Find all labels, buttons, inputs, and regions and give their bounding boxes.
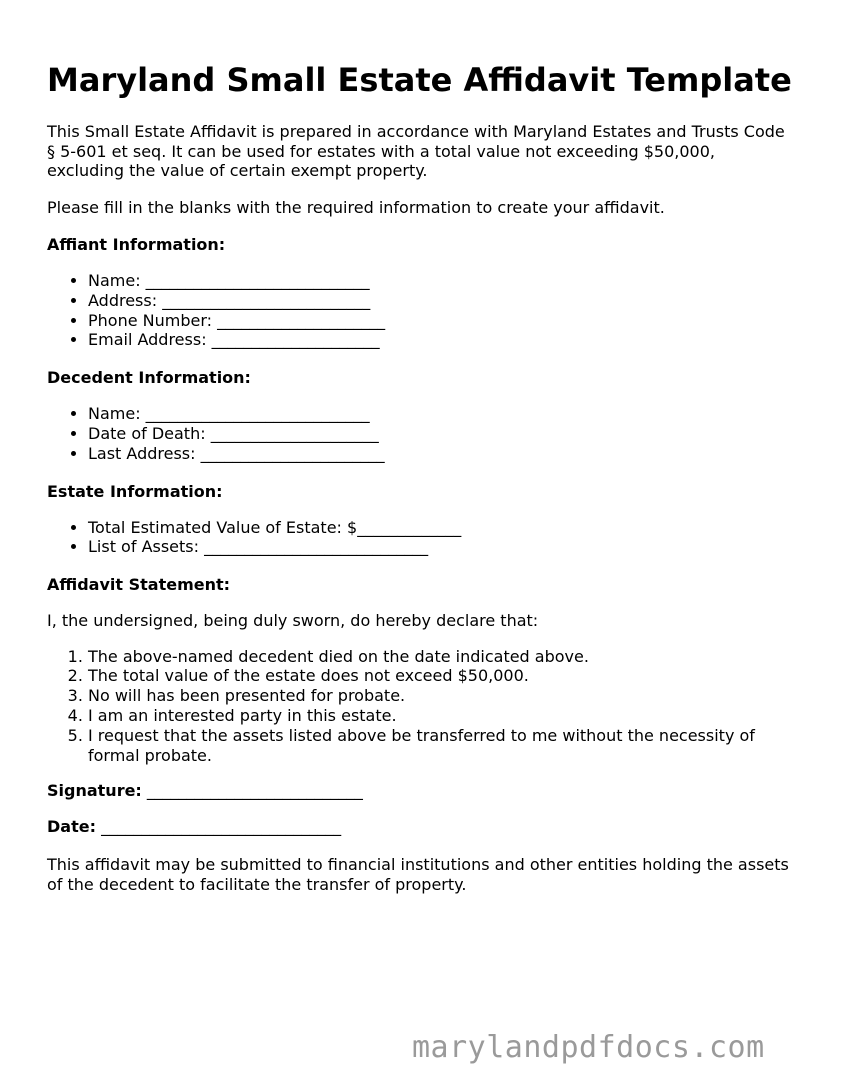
closing-paragraph: This affidavit may be submitted to financial institutions and other entities holding the assets of the decedent to facilitate the transfer of property. [47, 855, 789, 894]
statement-heading: Affidavit Statement: [47, 575, 231, 595]
estate-value-field: • Total Estimated Value of Estate: $_____________ [88, 518, 797, 538]
affiant-email-field: • Email Address: _____________________ [88, 330, 797, 350]
statement-item: 1. The above-named decedent died on the date indicated above. [88, 647, 797, 667]
decedent-death-date-field: • Date of Death: _____________________ [88, 424, 797, 444]
decedent-heading: Decedent Information: [47, 368, 251, 388]
affiant-list [47, 271, 797, 350]
estate-assets-field: • List of Assets: ____________________________ [88, 537, 797, 557]
signature-blank: ___________________________ [141, 781, 363, 801]
affiant-address-field: • Address: __________________________ [88, 291, 797, 311]
estate-list [47, 518, 797, 558]
date-blank: ______________________________ [95, 817, 342, 837]
statement-item: 4. I am an interested party in this estate. [88, 706, 797, 726]
statement-list [47, 647, 797, 766]
affiant-phone-field: • Phone Number: _____________________ [88, 311, 797, 331]
signature-label: Signature: [47, 781, 142, 801]
affiant-heading: Affiant Information: [47, 235, 226, 254]
statement-item: 2. The total value of the estate does not exceed $50,000. [88, 666, 797, 686]
intro-paragraph: This Small Estate Affidavit is prepared in accordance with Maryland Estates and Trusts Code § 5-601 et seq. It can be used for estates with a total value not exceeding $50,000, excluding the value of certain exempt property. [47, 122, 785, 180]
document-page [47, 60, 797, 910]
instructions-paragraph: Please fill in the blanks with the required information to create your affidavit. [47, 197, 665, 217]
signature-line [47, 781, 797, 801]
decedent-name-field: • Name: ____________________________ [88, 404, 797, 424]
page-title: Maryland Small Estate Affidavit Template [47, 61, 792, 99]
affiant-name-field: • Name: ____________________________ [88, 271, 797, 291]
date-label: Date: [47, 817, 96, 837]
date-line [47, 817, 797, 837]
statement-item: 5. I request that the assets listed above be transferred to me without the necessity of formal probate. [88, 726, 797, 766]
watermark: marylandpdfdocs.com [412, 1030, 765, 1065]
estate-heading: Estate Information: [47, 481, 223, 501]
statement-item: 3. No will has been presented for probate. [88, 686, 797, 706]
statement-lead: I, the undersigned, being duly sworn, do hereby declare that: [47, 611, 539, 631]
decedent-list [47, 404, 797, 463]
decedent-last-address-field: • Last Address: _______________________ [88, 444, 797, 464]
